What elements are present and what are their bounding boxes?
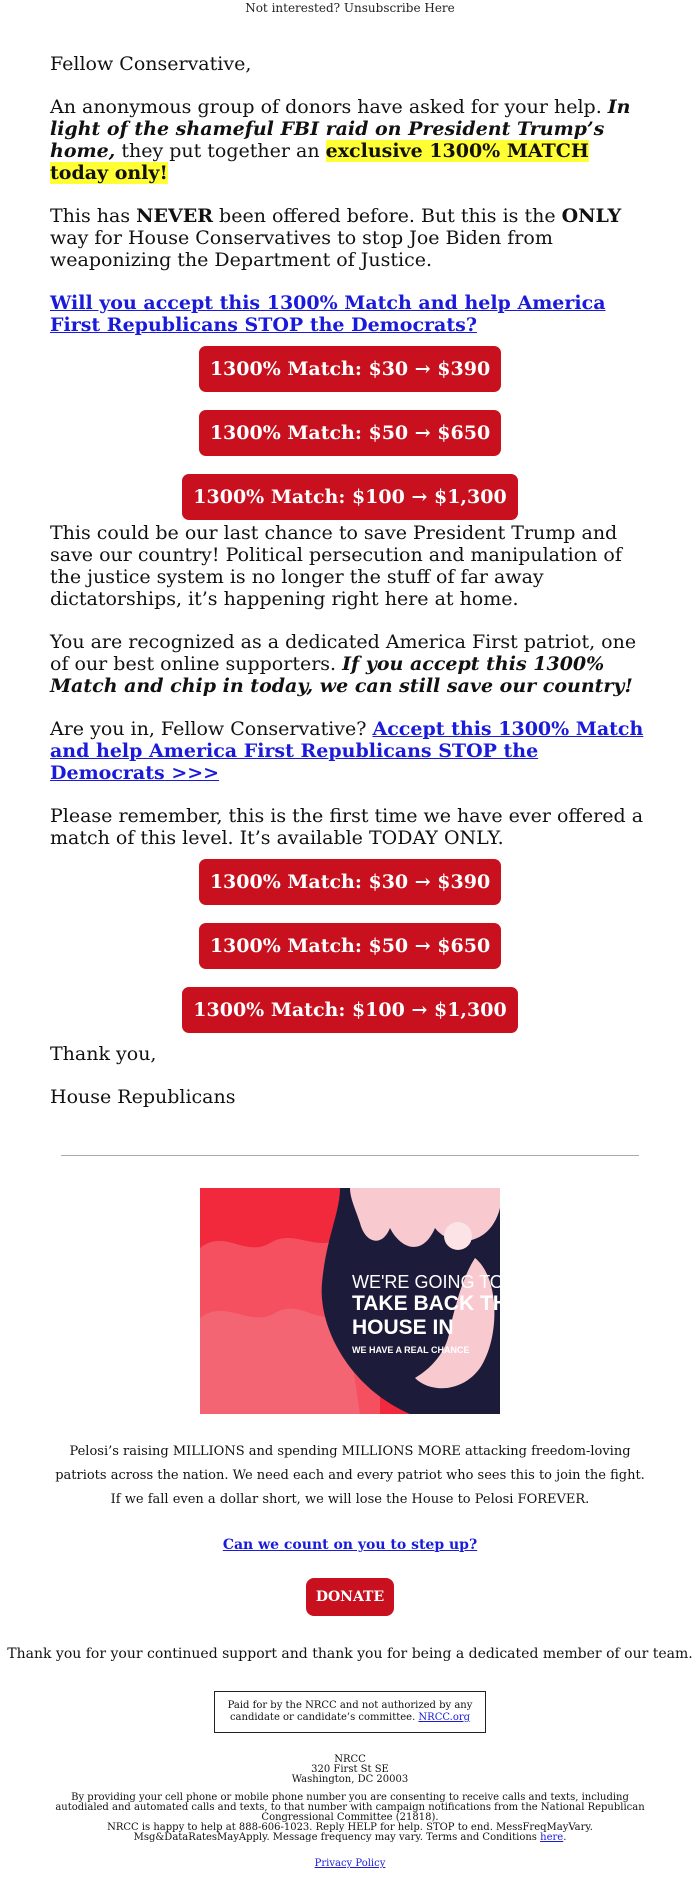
p2-only: ONLY — [561, 205, 622, 227]
button-row-100b — [50, 987, 650, 1033]
legal-help-text: NRCC is happy to help at 888-606-1023. Reply HELP for help. STOP to end. MessFreqMayVary. Msg&DataRatesMayApply. Message frequency may vary. Terms and Conditions — [107, 1822, 593, 1843]
banner-graphic — [200, 1188, 522, 1414]
p2-never: NEVER — [136, 205, 214, 227]
step-up-link[interactable]: Can we count on you to step up? — [222, 1537, 478, 1553]
paragraph-6: Please remember, this is the first time we have ever offered a match of this level. It’s available TODAY ONLY. — [50, 805, 644, 849]
closing-thanks: Thank you for your continued support and thank you for being a dedicated member of our team. — [7, 1646, 693, 1662]
paragraph-2 — [50, 205, 650, 271]
legal-consent: By providing your cell phone or mobile phone number you are consenting to receive calls and texts, including autodialed and automated calls and texts, to that number with campaign notifications from the National Republican Congressional Committee (21818). — [55, 1792, 645, 1823]
unsubscribe-line[interactable]: Not interested? Unsubscribe Here — [245, 1, 455, 15]
match-30-button-2[interactable]: 1300% Match: $30 → $390 — [199, 859, 501, 905]
match-100-button-2[interactable]: 1300% Match: $100 → $1,300 — [182, 987, 517, 1033]
match-50-button-2[interactable]: 1300% Match: $50 → $650 — [199, 923, 501, 969]
p1-text-a: An anonymous group of donors have asked for your help. — [50, 96, 608, 118]
button-row-50 — [50, 410, 650, 456]
button-row-100 — [50, 474, 650, 520]
address-line-3: Washington, DC 20003 — [291, 1774, 409, 1785]
letter-body — [50, 53, 650, 1108]
banner-drip-dot — [444, 1222, 472, 1250]
paragraph-4 — [50, 631, 650, 697]
banner-line-2: TAKE BACK THE — [352, 1292, 522, 1315]
greeting: Fellow Conservative, — [50, 53, 252, 75]
ask-link-row — [0, 1537, 700, 1553]
match-100-button[interactable]: 1300% Match: $100 → $1,300 — [182, 474, 517, 520]
privacy-row — [0, 1858, 700, 1869]
nrcc-link[interactable]: NRCC.org — [418, 1712, 471, 1723]
p4-text-a: You are recognized as a dedicated America First patriot, one of our best online supporters. — [50, 631, 637, 675]
p1-emphasis: In light of the shameful FBI raid on President Trump’s home, — [50, 96, 631, 162]
p1-highlight: exclusive 1300% MATCH today only! — [50, 140, 589, 184]
divider — [61, 1155, 639, 1156]
signoff: House Republicans — [50, 1086, 236, 1108]
terms-link[interactable]: here — [540, 1832, 564, 1843]
pelosi-paragraph: Pelosi’s raising MILLIONS and spending MILLIONS MORE attacking freedom-loving patriots across the nation. We need each and every patriot who sees this to join the fight. If we fall even a dollar short, we will lose the House to Pelosi FOREVER. — [55, 1444, 645, 1507]
address-line-2: 320 First St SE — [311, 1764, 389, 1775]
banner-line-3: HOUSE IN — [352, 1316, 454, 1339]
paragraph-1 — [50, 96, 650, 184]
p2-text-a: This has — [50, 205, 137, 227]
cta-paragraph — [50, 292, 650, 336]
accept-match-link[interactable]: Accept this 1300% Match and help America First Republicans STOP the Democrats >>> — [50, 718, 644, 784]
legal-help — [45, 1823, 655, 1843]
banner-image[interactable] — [200, 1188, 522, 1414]
paid-for-box — [214, 1691, 486, 1733]
legal-help-end: . — [563, 1832, 567, 1843]
mailing-address — [0, 1755, 700, 1785]
cta-link[interactable]: Will you accept this 1300% Match and help America First Republicans STOP the Democrats? — [50, 292, 606, 336]
paid-for-text: Paid for by the NRCC and not authorized by any candidate or candidate’s committee. — [227, 1700, 473, 1723]
thank-you: Thank you, — [50, 1043, 157, 1065]
banner-line-1: WE'RE GOING TO — [352, 1272, 504, 1292]
button-row-50b — [50, 923, 650, 969]
p2-text-c: been offered before. But this is the — [213, 205, 562, 227]
address-line-1: NRCC — [334, 1754, 366, 1765]
match-30-button[interactable]: 1300% Match: $30 → $390 — [199, 346, 501, 392]
banner-line-4: WE HAVE A REAL CHANCE — [352, 1345, 470, 1355]
p5-text-a: Are you in, Fellow Conservative? — [50, 718, 373, 740]
p1-text-c: they put together an — [115, 140, 326, 162]
privacy-policy-link[interactable]: Privacy Policy — [314, 1858, 386, 1869]
match-50-button[interactable]: 1300% Match: $50 → $650 — [199, 410, 501, 456]
p2-text-e: way for House Conservatives to stop Joe Biden from weaponizing the Department of Justice. — [50, 227, 553, 271]
button-row-30b — [50, 859, 650, 905]
paragraph-5 — [50, 718, 650, 784]
button-row-30 — [50, 346, 650, 392]
p4-emphasis: If you accept this 1300% Match and chip in today, we can still save our country! — [50, 653, 633, 697]
donate-button[interactable]: DONATE — [306, 1578, 394, 1616]
paragraph-3: This could be our last chance to save President Trump and save our country! Political persecution and manipulation of the justice system is no longer the stuff of far away dictatorships, it’s happening right here at home. — [50, 522, 622, 610]
